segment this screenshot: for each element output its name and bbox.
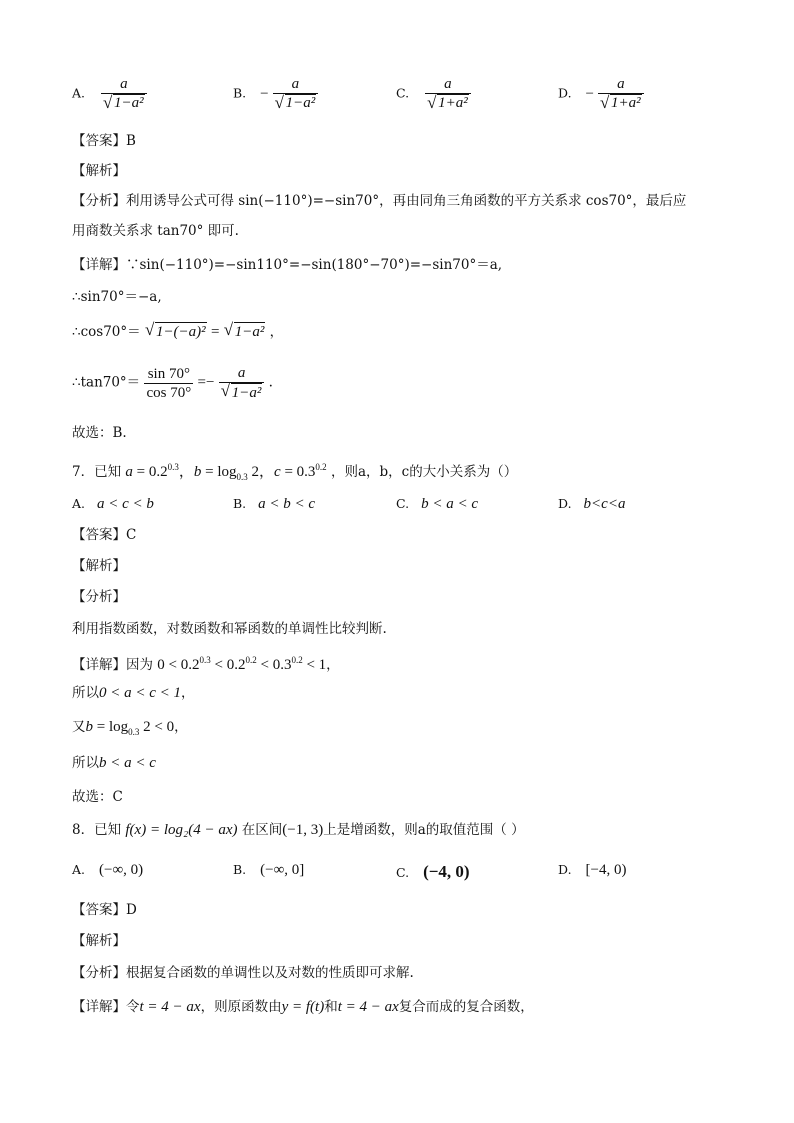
option-sign: − (585, 85, 595, 102)
q6-guxuan: 故选：B. (72, 425, 127, 441)
q6-answer: 【答案】B (72, 133, 136, 149)
option-text: (−∞, 0) (99, 862, 144, 878)
step-text: 复合而成的复合函数， (398, 999, 534, 1015)
option-letter: A. (72, 85, 86, 101)
option-text: [−4, 0) (585, 862, 627, 878)
q7-option-c (396, 496, 478, 513)
q8-xiangjie (72, 998, 534, 1016)
q7-fenxi: 【分析】 (72, 589, 126, 605)
step-text: ， (174, 719, 188, 735)
q8-answer: 【答案】D (72, 902, 137, 918)
q8-option-a (72, 862, 143, 879)
q8-stem (72, 821, 525, 839)
q7-stem-math: a (125, 464, 133, 480)
q7-option-a (72, 496, 154, 513)
fraction-denominator: 1+a² (611, 95, 641, 111)
q7-step4 (72, 754, 156, 772)
fraction-numerator: a (617, 76, 625, 92)
option-text: b<c<a (583, 496, 626, 512)
option-fraction: a √ 1+a² (425, 76, 471, 112)
step-text: ， (181, 685, 195, 701)
option-letter: D. (558, 85, 572, 101)
q7-step3: 又$b = \log_{0.3} 2 < 0$， (72, 719, 188, 737)
option-fraction: a √ 1−a² (101, 76, 147, 112)
step-math: t = 4 − ax (139, 999, 201, 1015)
q8-function: f(x) = log₂(4 − ax) (125, 822, 238, 838)
fraction-denominator: 1+a² (438, 95, 468, 111)
step-text: ，则原函数由 (200, 999, 282, 1015)
step-text: 所以 (72, 685, 99, 701)
q6-option-d (558, 76, 644, 112)
option-letter: B. (233, 496, 247, 511)
fraction-numerator: a (444, 76, 452, 92)
equals-sign: =− (197, 374, 215, 391)
step-text: ， (269, 324, 284, 340)
step-text: ∴cos70°＝ (72, 324, 141, 340)
option-letter: C. (396, 865, 410, 880)
q8-option-c (396, 862, 470, 882)
step-text: ∴tan70°＝ (72, 374, 141, 391)
question-text: ，则a，b，c的大小关系为（） (330, 464, 518, 480)
step-text: 所以 (72, 755, 99, 771)
option-letter: D. (558, 496, 572, 511)
question-text: 在区间 (241, 822, 283, 838)
step-text: 【详解】因为 (72, 657, 153, 673)
step-math: b < a < c (99, 755, 156, 771)
trig-fraction (144, 365, 193, 402)
fraction-numerator: sin 70° (147, 365, 190, 382)
q6-option-b (233, 76, 318, 112)
q6-step2: ∴sin70°＝−a, (72, 289, 162, 305)
option-letter: A. (72, 862, 86, 877)
option-letter: C. (396, 496, 410, 511)
q6-option-a (72, 76, 147, 112)
option-text: a < c < b (97, 496, 154, 512)
option-letter: D. (558, 862, 572, 877)
q7-option-b (233, 496, 315, 513)
q7-xiangjie-math: $0 < 0.2^{0.3} < 0.2^{0.2} < 0.3^{0.2} < 1$ (157, 655, 327, 673)
q8-jiexi: 【解析】 (72, 933, 126, 949)
option-letter: B. (233, 85, 247, 101)
fraction-numerator: a (237, 365, 246, 381)
q6-xiangjie: 【详解】∵sin(−110°)=−sin110°=−sin(180°−70°)=−sin70°＝a, (72, 257, 503, 273)
step-text: ， (326, 657, 340, 673)
question-number: 7．已知 (72, 464, 122, 480)
q8-option-b (233, 862, 304, 879)
q7-jiexi: 【解析】 (72, 558, 126, 574)
q7-guxuan: 故选：C (72, 789, 123, 805)
step-math: y = f(t) (281, 999, 325, 1015)
q8-fenxi: 【分析】根据复合函数的单调性以及对数的性质即可求解. (72, 965, 414, 981)
option-text: (−4, 0) (423, 862, 470, 881)
option-text: (−∞, 0] (260, 862, 305, 878)
step-text: . (268, 374, 273, 391)
sqrt-expression: 1−a² (234, 324, 265, 340)
sqrt-expression: 1−(−a)² (155, 324, 206, 340)
q7-stem: 7．已知 $a = 0.2^{0.3}$，$b = \log_{0.3} 2$，$c = 0.3^{0.2}$ ，则a，b，c的大小关系为（） (72, 462, 518, 482)
q7-fenxi-body: 利用指数函数，对数函数和幂函数的单调性比较判断. (72, 621, 387, 637)
question-number: 8．已知 (72, 822, 122, 838)
q6-jiexi: 【解析】 (72, 163, 126, 179)
option-text: a < b < c (258, 496, 316, 512)
fraction-numerator: a (291, 76, 300, 92)
q7-option-d (558, 496, 625, 513)
q6-fenxi-line2: 用商数关系求 tan70° 即可. (72, 223, 239, 239)
question-text: 上是增函数，则a的取值范围（ ） (323, 822, 525, 838)
q6-fenxi-line1: 【分析】利用诱导公式可得 sin(−110°)=−sin70°，再由同角三角函数的平方关系求 cos70°，最后应 (72, 193, 687, 209)
step-math: t = 4 − ax (337, 999, 399, 1015)
step-text: 又 (72, 719, 86, 735)
q8-interval: (−1, 3) (282, 822, 324, 838)
step-text: 【详解】令 (72, 999, 140, 1015)
option-text: b < a < c (421, 496, 478, 512)
option-fraction: a √ 1+a² (598, 76, 644, 112)
fraction-denominator: 1−a² (285, 95, 316, 111)
q6-step3: ∴cos70°＝ √ 1−(−a)² = √ 1−a² ， (72, 320, 284, 340)
option-letter: B. (233, 862, 247, 877)
q6-option-c (396, 76, 471, 112)
option-fraction: a √ 1−a² (273, 76, 319, 112)
q8-option-d (558, 862, 627, 879)
equals-sign: = (210, 324, 220, 340)
step-math: 0 < a < c < 1 (99, 685, 182, 701)
step-text: 和 (324, 999, 338, 1015)
option-letter: C. (396, 85, 410, 101)
q7-step2 (72, 684, 195, 702)
fraction-numerator: a (120, 76, 128, 92)
fraction-denominator: 1−a² (231, 385, 262, 401)
q7-answer: 【答案】C (72, 527, 137, 543)
q7-xiangjie (72, 651, 340, 674)
option-letter: A. (72, 496, 86, 511)
fraction-denominator: cos 70° (146, 384, 192, 401)
q6-step4 (72, 364, 273, 402)
option-sign: − (260, 85, 269, 102)
result-fraction: a √ 1−a² (219, 364, 265, 402)
fraction-denominator: 1−a² (114, 95, 144, 111)
